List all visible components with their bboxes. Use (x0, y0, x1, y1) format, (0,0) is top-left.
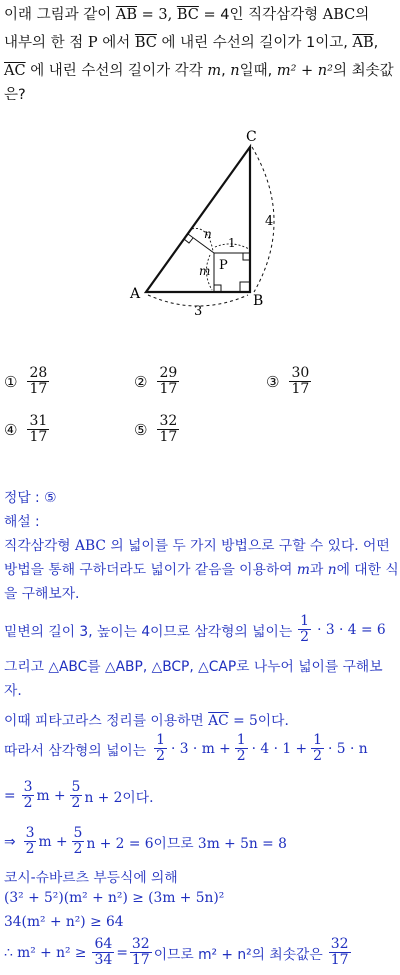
sol-text: 이므로 m² + n²의 최솟값은 (153, 946, 323, 963)
question-line-2: 내부의 한 점 P 에서 $\overline{BC}$ 에 내린 수선의 길이가 1이고, $\overline{AB}$, (4, 35, 379, 51)
sol-math: = (116, 944, 128, 961)
label-b: B (253, 293, 264, 309)
numerator: 64 (94, 936, 113, 952)
right-angle-b (240, 282, 250, 292)
sol-math: · 4 · 1 + (251, 740, 308, 757)
solution-para-1 (4, 534, 400, 606)
label-4: 4 (265, 214, 274, 229)
denominator: 2 (300, 629, 310, 645)
fraction-half (154, 733, 167, 764)
question-line-1 (4, 4, 396, 26)
label-p: P (219, 258, 228, 273)
solution-para-9 (4, 890, 224, 906)
segment-ac: $\overline{AC}$ (208, 713, 229, 729)
numerator: 32 (330, 936, 349, 952)
solution-para-2 (4, 614, 386, 645)
triangle-abc: ABC (322, 7, 356, 23)
label-3: 3 (194, 304, 203, 319)
choice-mark: ① (4, 372, 18, 391)
denominator: 2 (156, 748, 165, 764)
sol-abc: ABC (75, 538, 106, 554)
sol-text: 밑변의 길이 3, 높이는 4이므로 삼각형의 넓이는 (4, 623, 293, 640)
q-text: 은? (4, 87, 26, 103)
fraction-5-2 (72, 826, 85, 857)
sol-text: 에 대한 식을 구해보자. (4, 562, 399, 602)
denominator: 34 (94, 952, 113, 968)
segment-ac: $\overline{AC}$ (4, 63, 26, 79)
sol-math: ⇒ (4, 833, 16, 850)
sol-math: m + (36, 787, 66, 804)
q-text: 의 (355, 7, 370, 23)
triangle-outline (146, 147, 250, 292)
solution-para-7 (4, 826, 287, 857)
sol-math: m + (38, 833, 68, 850)
solution-heading (4, 510, 40, 530)
denominator: 17 (159, 381, 178, 397)
label-a: A (130, 286, 141, 302)
numerator: 32 (131, 936, 150, 952)
sol-text: 이때 피타고라스 정리를 이용하면 (4, 713, 204, 729)
question-line-3: $\overline{AC}$ 에 내린 수선의 길이가 각각 m, n일때, m² + n²의 최솟값 (4, 63, 394, 79)
numerator: 3 (25, 825, 35, 841)
solution-para-6 (4, 780, 153, 811)
choice-fraction (27, 414, 49, 445)
denominator: 17 (291, 381, 310, 397)
sol-text: = 5이다. (233, 713, 289, 729)
sol-math: = (4, 787, 16, 804)
heading-text: 해설 : (4, 514, 40, 530)
numerator: 1 (156, 732, 165, 748)
sol-math: (3² + 5²)(m² + n²) ≥ (3m + 5n)² (4, 890, 225, 906)
sol-text: 코시-슈바르츠 부등식에 의해 (4, 870, 178, 886)
segment-ab: $\overline{AB}$ (115, 7, 138, 23)
point-p: P (87, 35, 98, 51)
numerator: 1 (300, 613, 310, 629)
sol-math: · 3 · m + (170, 740, 231, 757)
solution-para-3 (4, 655, 400, 703)
expr-m2n2: m² + n² (276, 63, 333, 79)
sol-text: 과 (309, 562, 324, 578)
triangle-figure (110, 125, 300, 325)
sol-text: 의 넓이를 두 가지 방법으로 구할 수 있다. 어떤 방법을 통해 구하더라도 넓이가 같음을 이용하여 (4, 538, 390, 578)
fraction-64-34 (92, 937, 114, 968)
fraction-half (235, 733, 248, 764)
segment-ab: $\overline{AB}$ (352, 35, 374, 51)
numerator: 5 (73, 825, 83, 841)
denominator: 2 (71, 795, 81, 811)
solution-para-11 (4, 937, 353, 968)
fraction-half (311, 733, 324, 764)
label-m: m (199, 264, 211, 278)
choice-5[interactable] (134, 414, 181, 445)
q-text: 에 내린 수선의 길이가 1이고, (161, 35, 348, 51)
denominator: 2 (73, 841, 83, 857)
numerator: 32 (159, 413, 178, 429)
choice-3[interactable] (266, 366, 313, 397)
label-1: 1 (228, 236, 236, 250)
choice-fraction (157, 414, 179, 445)
choice-fraction (157, 366, 179, 397)
q-text: 내부의 한 점 (4, 35, 84, 51)
numerator: 1 (313, 732, 323, 748)
numerator: 30 (291, 365, 310, 381)
sol-math: · 5 · n (328, 740, 368, 757)
fraction-32-17 (130, 937, 152, 968)
choice-2[interactable] (134, 366, 181, 397)
fraction-half (298, 614, 311, 645)
solution-para-10 (4, 914, 124, 930)
denominator: 2 (23, 795, 33, 811)
choice-1[interactable] (4, 366, 51, 397)
fraction-5-2 (70, 780, 83, 811)
denominator: 17 (29, 429, 48, 445)
q-text: 에 내린 수선의 길이가 각각 (30, 63, 203, 79)
denominator: 2 (25, 841, 35, 857)
numerator: 29 (159, 365, 178, 381)
question-line-4 (4, 84, 396, 106)
denominator: 17 (330, 952, 349, 968)
q-text: = 3, (141, 7, 173, 23)
segment-bc: $\overline{BC}$ (176, 7, 199, 23)
choice-mark: ② (134, 372, 148, 391)
numerator: 31 (29, 413, 48, 429)
question-text (4, 4, 396, 106)
choice-fraction (289, 366, 311, 397)
label-c: C (246, 129, 257, 145)
q-text: 이래 그림과 같이 (4, 7, 112, 23)
var-n: n (230, 63, 240, 79)
choice-4[interactable] (4, 414, 51, 445)
numerator: 28 (29, 365, 48, 381)
denominator: 17 (131, 952, 150, 968)
fraction-32-17 (329, 937, 351, 968)
answer-line (4, 486, 56, 506)
sol-math: n + 2 = 6이므로 3m + 5n = 8 (86, 835, 287, 852)
sol-text: 따라서 삼각형의 넓이는 (4, 742, 147, 759)
q-text: 에서 (102, 35, 131, 51)
choice-fraction (27, 366, 49, 397)
solution-para-4 (4, 709, 289, 729)
fraction-3-2 (22, 780, 35, 811)
solution-para-5 (4, 733, 368, 764)
numerator: 5 (71, 779, 81, 795)
var-m: m (296, 562, 310, 578)
choice-mark: ⑤ (134, 420, 148, 439)
solution-para-8 (4, 866, 178, 886)
sol-math: ∴ m² + n² ≥ (4, 944, 87, 961)
answer-text: 정답 : ⑤ (4, 490, 57, 506)
var-n: n (327, 562, 337, 578)
segment-bc: $\overline{BC}$ (134, 35, 157, 51)
sol-math: 34(m² + n²) ≥ 64 (4, 914, 124, 930)
numerator: 1 (236, 732, 246, 748)
choice-mark: ④ (4, 420, 18, 439)
denominator: 2 (313, 748, 323, 764)
choice-mark: ③ (266, 372, 280, 391)
label-n: n (204, 227, 212, 241)
q-text: 일때, (239, 63, 273, 79)
q-text: 의 최솟값 (332, 63, 394, 79)
fraction-3-2 (24, 826, 37, 857)
sol-math: n + 2이다. (84, 789, 154, 806)
var-m: m (207, 63, 222, 79)
sol-text: 그리고 △ABC를 △ABP, △BCP, △CAP로 나누어 넓이를 구해보자. (4, 659, 383, 699)
numerator: 3 (23, 779, 33, 795)
denominator: 2 (236, 748, 246, 764)
answer-choices (0, 366, 400, 456)
denominator: 17 (29, 381, 48, 397)
sol-math: · 3 · 4 = 6 (317, 621, 386, 638)
sol-text: 직각삼각형 (4, 538, 71, 554)
denominator: 17 (159, 429, 178, 445)
q-text: = 4인 직각삼각형 (203, 7, 319, 23)
